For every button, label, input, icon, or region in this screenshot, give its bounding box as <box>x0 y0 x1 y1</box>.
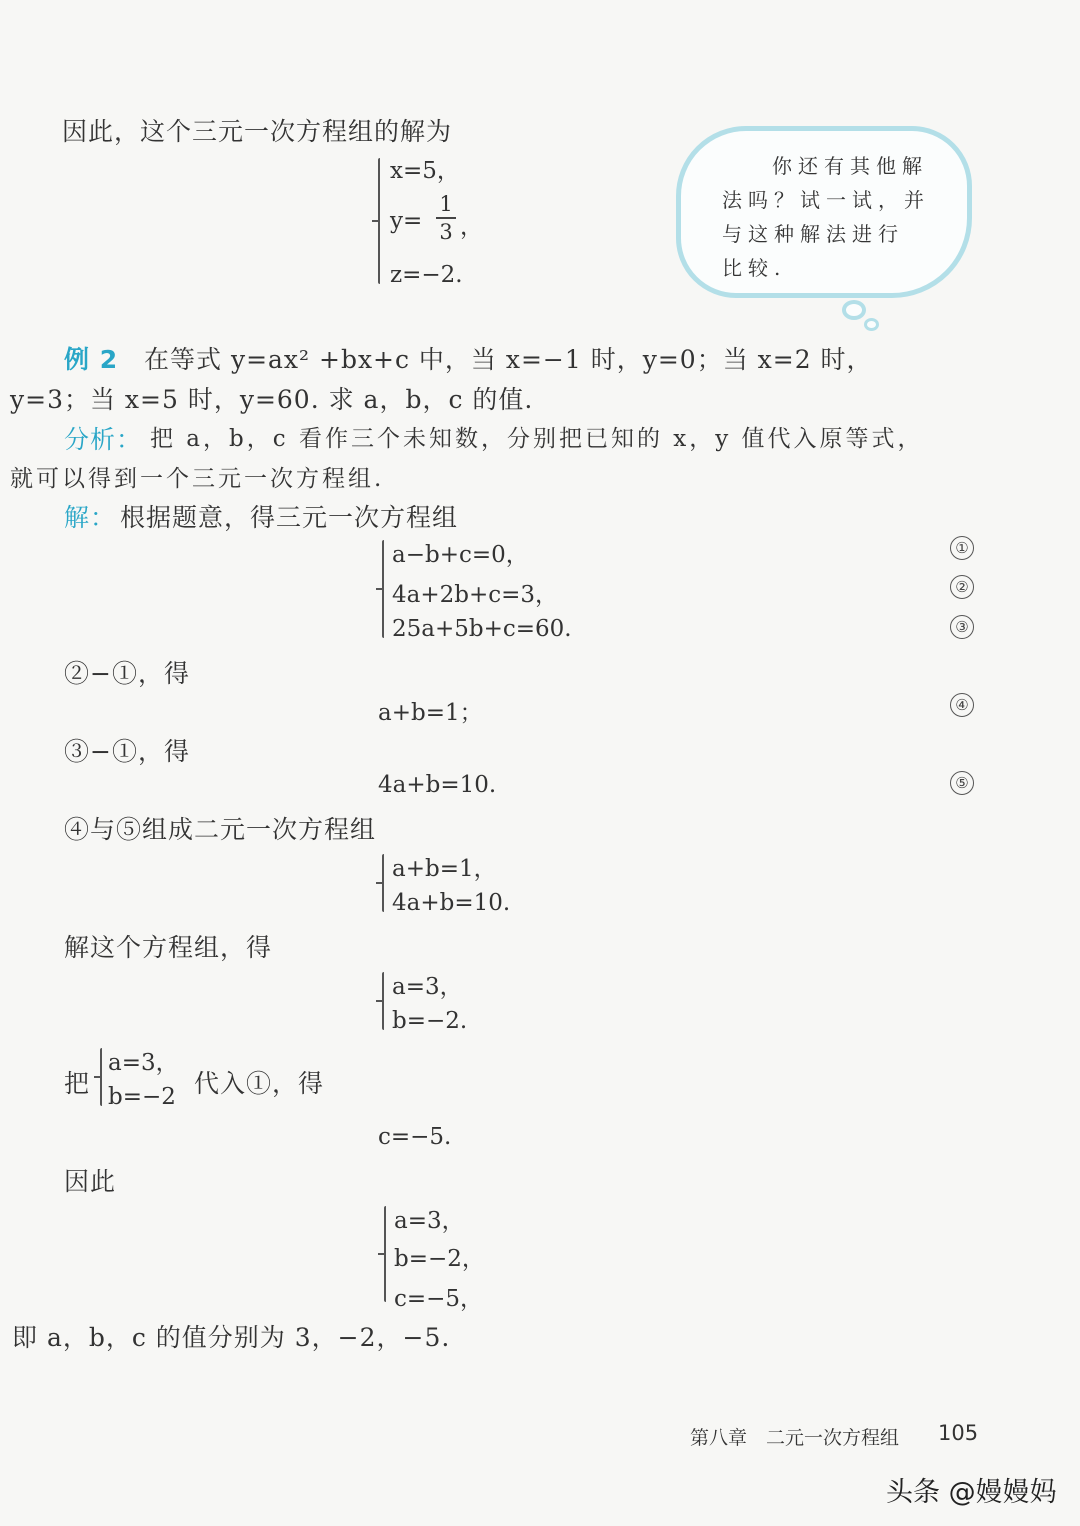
analysis-text: 就可以得到一个三元一次方程组. <box>10 466 385 492</box>
fraction-denominator: 3 <box>439 219 453 244</box>
equation: 4a+b=10. <box>392 890 511 916</box>
equation: c=−5， <box>394 1286 484 1312</box>
step-text: 把 <box>64 1069 91 1098</box>
brace <box>100 1048 102 1106</box>
step-text: 代入①，得 <box>194 1069 325 1098</box>
equation: a−b+c=0， <box>392 542 529 568</box>
bubble-tail <box>864 318 879 331</box>
equation: a+b=1， <box>392 856 497 882</box>
equation: b=−2 <box>108 1084 176 1110</box>
equation: x=5， <box>390 158 460 184</box>
equation: a=3， <box>392 974 463 1000</box>
solution-label: 解： <box>64 503 117 532</box>
equation-marker: ① <box>950 536 974 560</box>
fraction <box>436 192 456 244</box>
step-text: ④与⑤组成二元一次方程组 <box>64 815 377 844</box>
bubble-tail <box>842 300 866 320</box>
bubble-text: 与这种解法进行 <box>722 222 904 246</box>
analysis-label: 分析： <box>64 425 143 454</box>
equation: c=−5. <box>378 1124 452 1150</box>
equation: a=3， <box>394 1208 465 1234</box>
equation: ， <box>460 214 483 240</box>
equation: a=3， <box>108 1050 179 1076</box>
fraction-bar <box>436 217 456 219</box>
equation-marker: ② <box>950 575 974 599</box>
equation: 25a+5b+c=60. <box>392 616 572 642</box>
chapter-title: 第八章 二元一次方程组 <box>690 1427 900 1449</box>
equation-marker: ③ <box>950 615 974 639</box>
equation: b=−2， <box>394 1246 485 1272</box>
equation: b=−2. <box>392 1008 468 1034</box>
equation: z=−2. <box>390 262 463 288</box>
example-label: 例 2 <box>64 345 119 374</box>
equation: 4a+2b+c=3， <box>392 582 559 608</box>
example-text: y=3；当 x=5 时，y=60. 求 a，b，c 的值. <box>10 385 534 414</box>
brace <box>378 158 380 284</box>
example-text: 在等式 y=ax² +bx+c 中，当 x=−1 时，y=0；当 x=2 时， <box>144 345 873 374</box>
page-number: 105 <box>938 1421 979 1445</box>
watermark: 头条 @嫚嫚妈 <box>886 1477 1057 1508</box>
bubble-text: 你还有其他解 <box>772 154 928 178</box>
solution-text: 根据题意，得三元一次方程组 <box>120 503 459 532</box>
brace <box>382 972 384 1030</box>
step-text: ②−①，得 <box>64 659 190 688</box>
equation: 4a+b=10. <box>378 772 497 798</box>
bubble-text: 法吗？试一试，并 <box>722 188 930 212</box>
equation: y= <box>390 208 423 234</box>
brace <box>382 540 384 638</box>
intro-text: 因此，这个三元一次方程组的解为 <box>62 117 453 146</box>
brace <box>382 854 384 912</box>
brace <box>384 1206 386 1302</box>
equation-marker: ⑤ <box>950 771 974 795</box>
bubble-text: 比较. <box>722 256 787 280</box>
step-text: ③−①，得 <box>64 737 190 766</box>
step-text: 解这个方程组，得 <box>64 933 273 962</box>
fraction-numerator: 1 <box>439 192 453 216</box>
equation: a+b=1； <box>378 700 483 726</box>
conclusion-text: 即 a，b，c 的值分别为 3，−2，−5. <box>12 1323 451 1352</box>
analysis-text: 把 a，b，c 看作三个未知数，分别把已知的 x，y 值代入原等式， <box>150 426 924 452</box>
equation-marker: ④ <box>950 693 974 717</box>
step-text: 因此 <box>64 1167 117 1196</box>
